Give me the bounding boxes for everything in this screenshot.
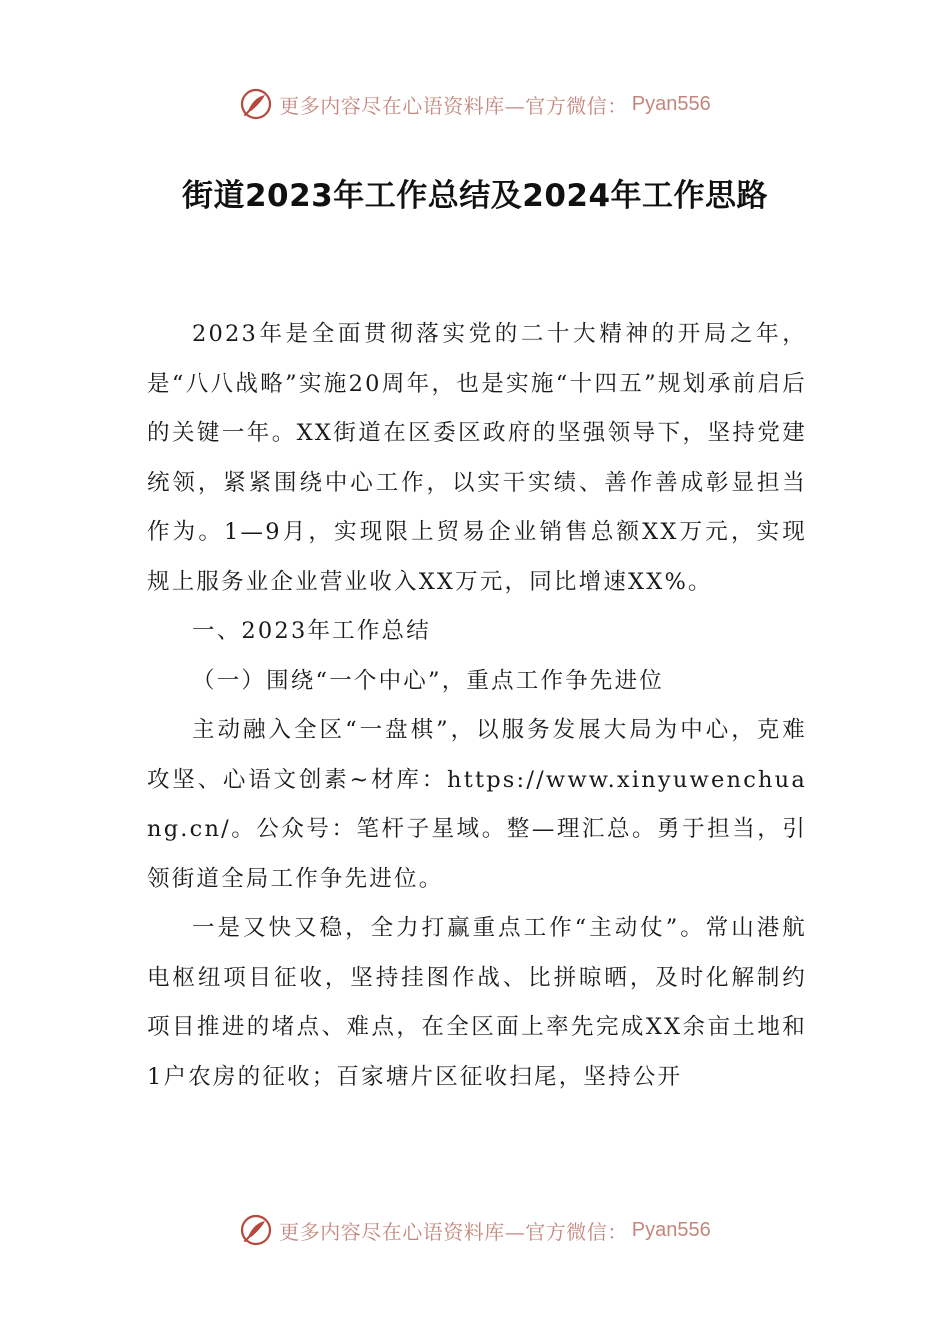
watermark-wechat-id: Pyan556 <box>631 92 711 115</box>
document-title: 街道2023年工作总结及2024年工作思路 <box>181 178 769 214</box>
watermark-footer <box>0 1210 950 1250</box>
watermark-text: 更多内容尽在心语资料库—官方微信： <box>279 1219 628 1244</box>
watermark-text: 更多内容尽在心语资料库—官方微信： <box>279 93 628 118</box>
document-body <box>147 310 807 1102</box>
pen-logo-icon <box>239 87 273 121</box>
paragraph-section-summary: 主动融入全区“一盘棋”，以服务发展大局为中心，克难攻坚、心语文创素~材库：https://www.xinyuwenchuang.cn/。公众号：笔杆子星域。整—理汇总。勇于担当，引领街道全局工作争先进位。 <box>147 717 807 892</box>
paragraph-point-one: 一是又快又稳，全力打赢重点工作“主动仗”。常山港航电枢纽项目征收，坚持挂图作战、比拼晾晒，及时化解制约项目推进的堵点、难点，在全区面上率先完成XX余亩土地和1户农房的征收；百家塘片区征收扫尾，坚持公开 <box>147 915 807 1090</box>
paragraph-intro: 2023年是全面贯彻落实党的二十大精神的开局之年，是“八八战略”实施20周年，也是实施“十四五”规划承前启后的关键一年。XX街道在区委区政府的坚强领导下，坚持党建统领，紧紧围绕中心工作，以实干实绩、善作善成彰显担当作为。1—9月，实现限上贸易企业销售总额XX万元，实现规上服务业企业营业收入XX万元，同比增速XX%。 <box>147 321 807 595</box>
pen-logo-icon <box>239 1213 273 1247</box>
watermark-header <box>0 84 950 124</box>
subsection-heading: （一）围绕“一个中心”，重点工作争先进位 <box>192 667 665 694</box>
section-heading: 一、2023年工作总结 <box>192 618 431 644</box>
watermark-wechat-id: Pyan556 <box>631 1218 711 1241</box>
